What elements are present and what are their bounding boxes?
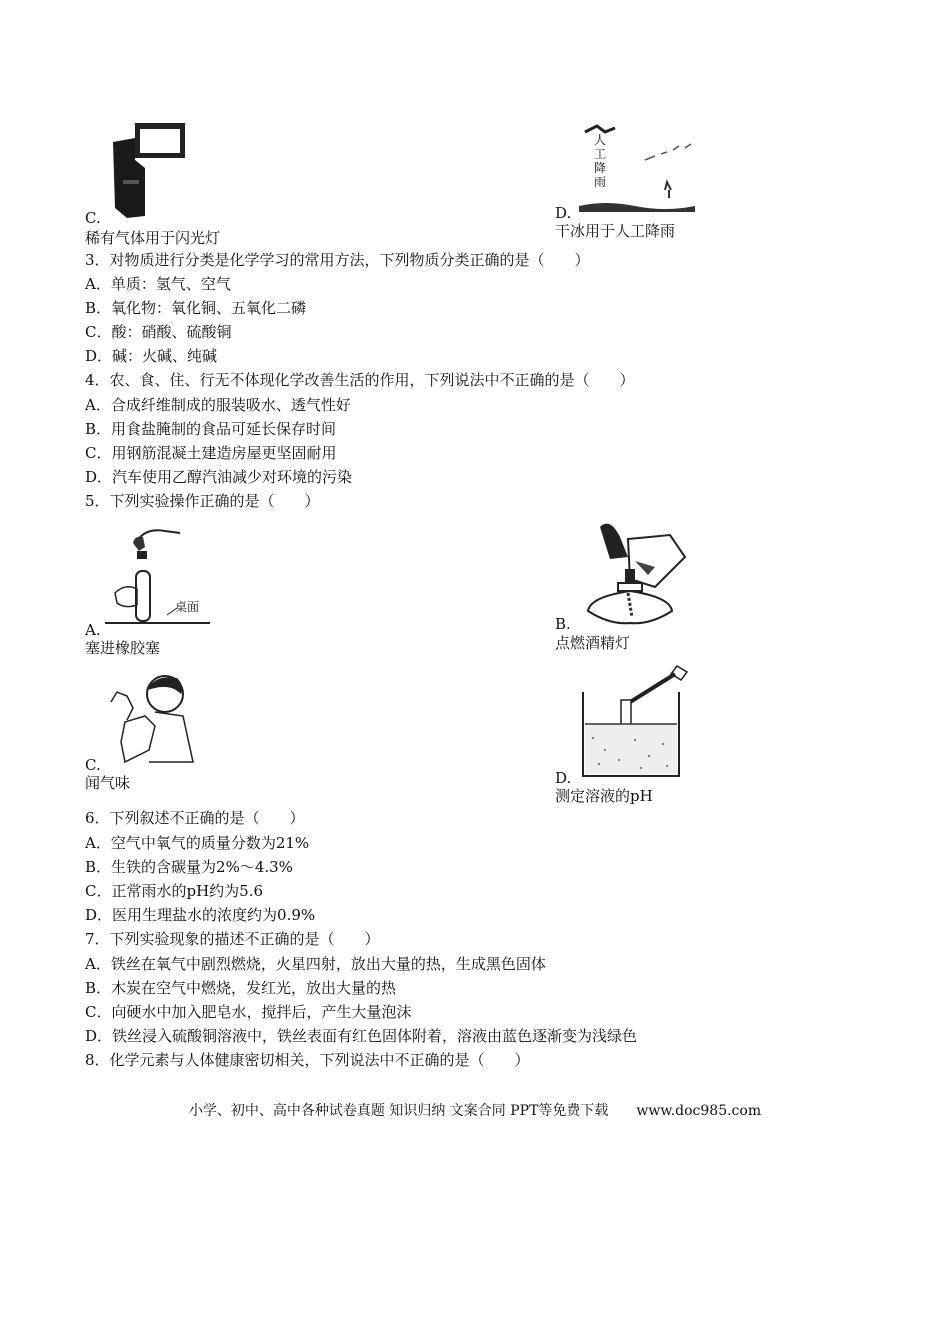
q3-option-d: D．碱：火碱、纯碱 [85,347,218,365]
q6-option-c: C．正常雨水的pH约为5.6 [85,882,264,900]
fig-5d-letter: D. [555,769,572,787]
q7-stem: 7．下列实验现象的描述不正确的是（ ） [85,930,380,948]
q4-option-c: C．用钢筋混凝土建造房屋更坚固耐用 [85,444,337,462]
q6-stem: 6．下列叙述不正确的是（ ） [85,809,305,827]
q7-option-b: B．木炭在空气中燃烧，发红光，放出大量的热 [85,979,397,997]
q6-option-a: A．空气中氧气的质量分数为21% [85,834,310,852]
q7-option-d: D．铁丝浸入硫酸铜溶液中，铁丝表面有红色固体附着，溶液由蓝色逐渐变为浅绿色 [85,1027,638,1045]
desk-label: 桌面 [175,600,200,614]
page-footer: 小学、初中、高中各种试卷真题 知识归纳 文案合同 PPT等免费下载 www.doc985.com [188,1103,762,1119]
fig-5b-letter: B. [555,615,571,633]
fig-d-top-caption: 干冰用于人工降雨 [555,222,676,240]
fig-5c-letter: C. [85,756,101,774]
q4-option-a: A．合成纤维制成的服装吸水、透气性好 [85,396,351,414]
q4-option-d: D．汽车使用乙醇汽油减少对环境的污染 [85,468,353,486]
q4-option-b: B．用食盐腌制的食品可延长保存时间 [85,420,337,438]
flash-figure [105,120,190,220]
q6-option-b: B．生铁的含碳量为2%～4.3% [85,858,293,876]
q7-option-a: A．铁丝在氧气中剧烈燃烧，火星四射，放出大量的热，生成黑色固体 [85,955,546,973]
q8-stem: 8．化学元素与人体健康密切相关，下列说法中不正确的是（ ） [85,1051,530,1069]
q5-stem: 5．下列实验操作正确的是（ ） [85,492,320,510]
fig-5b-caption: 点燃酒精灯 [555,634,631,652]
q3-option-a: A．单质：氢气、空气 [85,275,231,293]
q4-stem: 4．农、食、住、行无不体现化学改善生活的作用，下列说法中不正确的是（ ） [85,371,635,389]
smell-gas-figure [105,672,200,767]
fig-5a-letter: A. [85,621,101,639]
fig-5c-caption: 闻气味 [85,774,131,792]
alcohol-lamp-figure [570,517,695,627]
fig-c-top-letter: C. [85,209,101,227]
q3-option-b: B．氧化物：氧化铜、五氧化二磷 [85,299,307,317]
q7-option-c: C．向硬水中加入肥皂水，搅拌后，产生大量泡沫 [85,1003,412,1021]
q6-option-d: D．医用生理盐水的浓度约为0.9% [85,906,316,924]
rain-sign-text: 人工降雨 [594,133,607,189]
ph-test-figure [575,660,695,782]
fig-5a-caption: 塞进橡胶塞 [85,639,161,657]
fig-5d-caption: 测定溶液的pH [555,787,653,805]
q3-stem: 3．对物质进行分类是化学学习的常用方法，下列物质分类正确的是（ ） [85,251,590,269]
rubber-stopper-figure [105,515,215,633]
fig-c-top-caption: 稀有气体用于闪光灯 [85,229,221,247]
q3-option-c: C．酸：硝酸、硫酸铜 [85,323,232,341]
fig-d-top-letter: D. [555,204,572,222]
